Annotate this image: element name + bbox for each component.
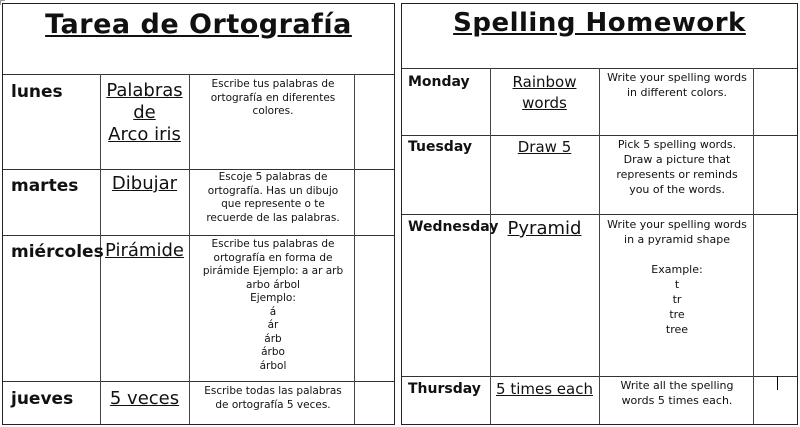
day-label: Wednesday xyxy=(408,219,499,235)
column-divider xyxy=(354,74,355,424)
activity-name: Pyramid xyxy=(507,218,582,239)
activity-instructions: Escribe tus palabras de ortografía en forma de pirámide Ejemplo: a ar arb arbo árbol Ejemplo: á ár árb árbo árbol xyxy=(202,238,344,372)
day-label: lunes xyxy=(11,82,63,102)
activity-name: Rainbow words xyxy=(512,73,577,112)
column-divider xyxy=(189,74,190,424)
activity-instructions: Write your spelling words in a pyramid shape Example: t tr tre tree xyxy=(607,218,747,336)
spanish-homework-sheet xyxy=(2,3,395,425)
column-divider xyxy=(753,68,754,424)
day-label: martes xyxy=(11,176,79,196)
column-divider xyxy=(599,68,600,424)
activity-name: Dibujar xyxy=(111,173,178,194)
day-label: Tuesday xyxy=(408,139,472,155)
activity-name: 5 times each xyxy=(496,380,593,398)
row-divider xyxy=(3,169,394,170)
day-label: Monday xyxy=(408,74,470,90)
activity-name: Palabras de Arco iris xyxy=(106,80,183,145)
text-cursor xyxy=(777,376,778,390)
english-homework-sheet xyxy=(401,3,798,425)
english-title: Spelling Homework xyxy=(453,8,746,38)
day-label: miércoles xyxy=(11,242,104,262)
activity-instructions: Escribe tus palabras de ortografía en diferentes colores. xyxy=(210,78,336,117)
activity-instructions: Write all the spelling words 5 times each. xyxy=(620,379,734,407)
activity-name: 5 veces xyxy=(109,388,180,409)
activity-instructions: Escoje 5 palabras de ortografía. Has un dibujo que represente o te recuerde de las palabras. xyxy=(206,171,340,224)
day-label: jueves xyxy=(11,389,74,409)
activity-instructions: Escribe todas las palabras de ortografía 5 veces. xyxy=(204,385,342,411)
row-divider xyxy=(3,381,394,382)
activity-instructions: Write your spelling words in different colors. xyxy=(607,71,747,99)
row-divider xyxy=(3,235,394,236)
column-divider xyxy=(490,68,491,424)
row-divider xyxy=(3,74,394,75)
day-label: Thursday xyxy=(408,381,481,397)
spanish-title: Tarea de Ortografía xyxy=(45,9,352,40)
activity-instructions: Pick 5 spelling words. Draw a picture that represents or reminds you of the words. xyxy=(616,138,738,196)
activity-name: Pirámide xyxy=(105,240,184,261)
activity-name: Draw 5 xyxy=(517,138,572,156)
